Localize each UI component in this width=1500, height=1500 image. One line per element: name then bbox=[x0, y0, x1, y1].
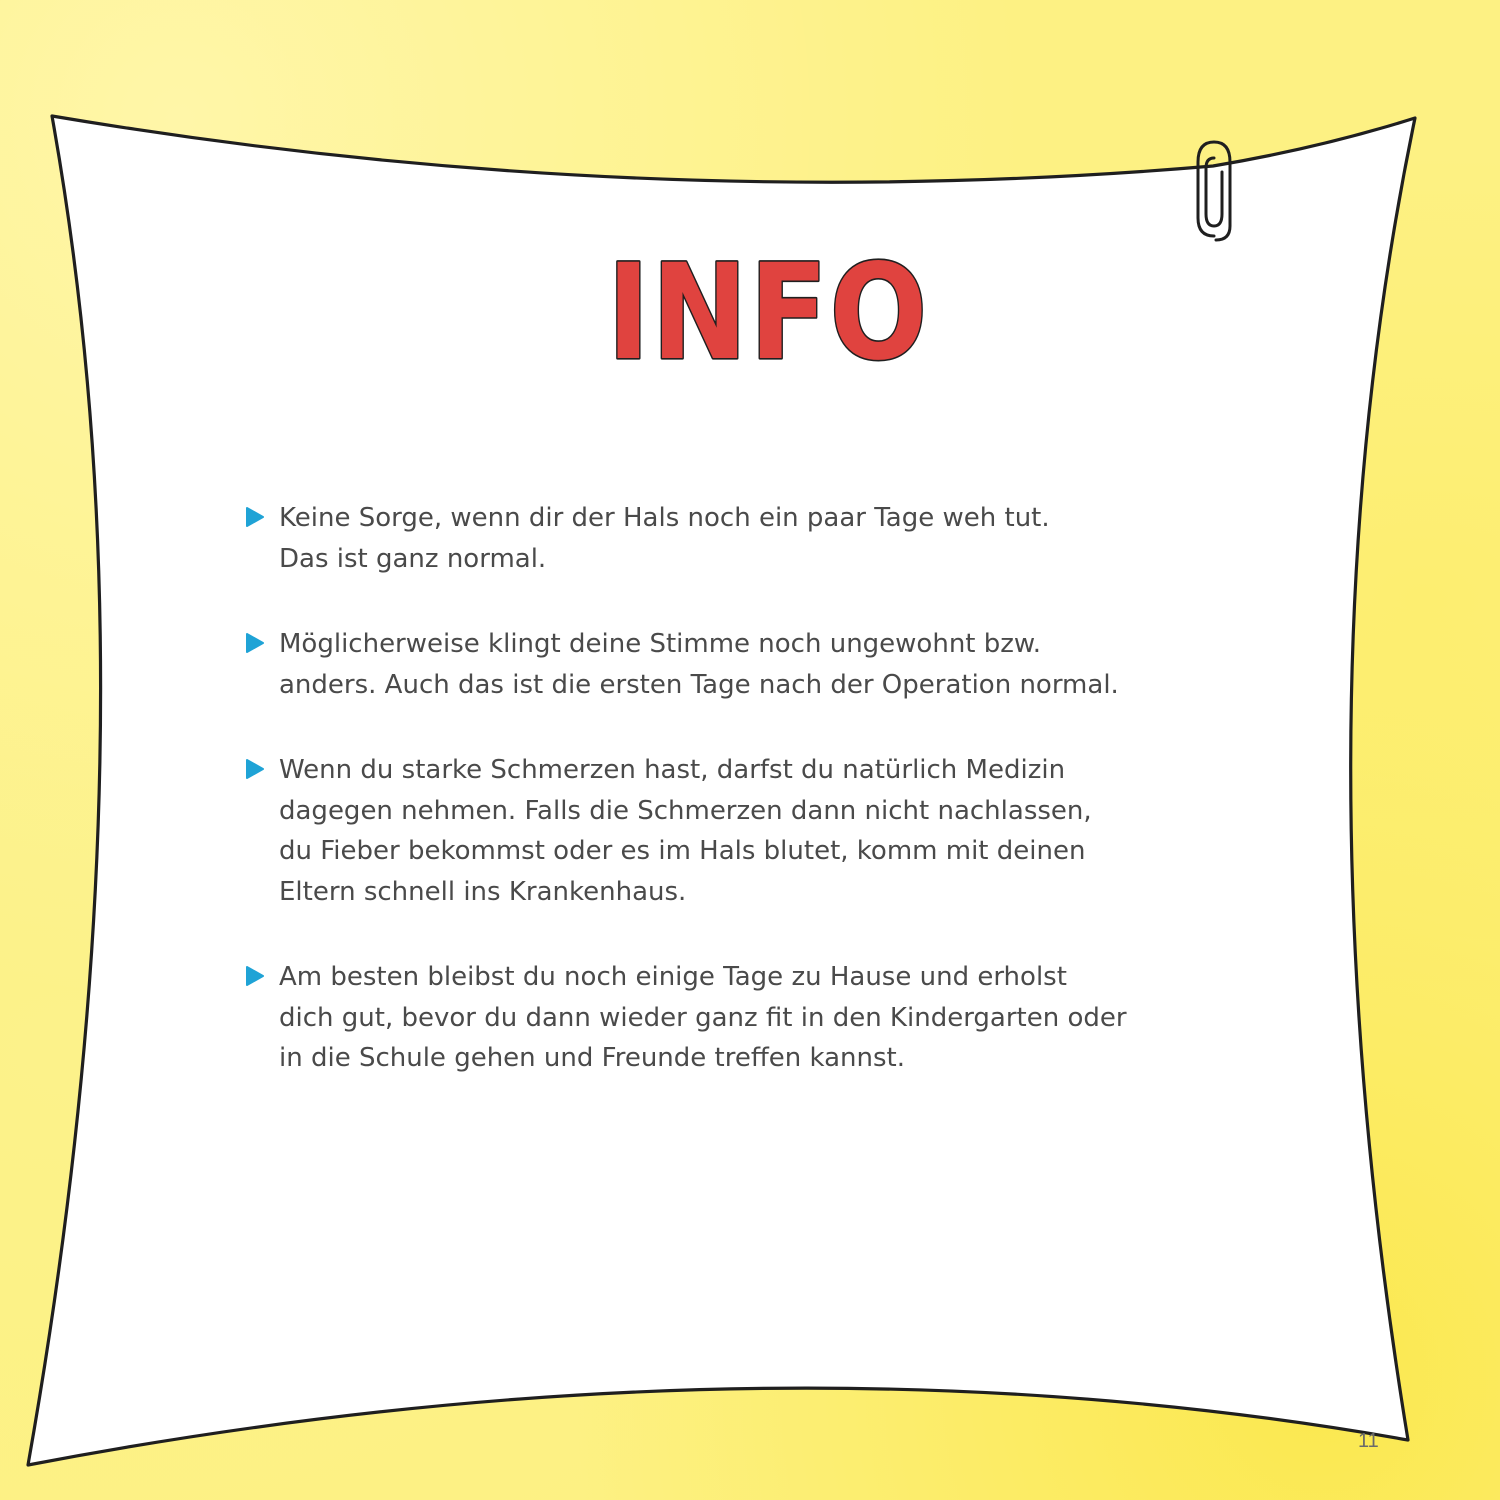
info-item-line: Wenn du starke Schmerzen hast, darfst du natürlich Medizin bbox=[279, 755, 1066, 785]
triangle-bullet-icon bbox=[244, 758, 266, 780]
triangle-bullet-icon bbox=[244, 965, 266, 987]
info-item bbox=[244, 498, 1224, 579]
info-heading bbox=[600, 240, 940, 370]
info-item-line: du Fieber bekommst oder es im Hals blutet, komm mit deinen bbox=[279, 836, 1086, 866]
info-item-line: in die Schule gehen und Freunde treffen kannst. bbox=[279, 1043, 905, 1073]
info-item-line: Möglicherweise klingt deine Stimme noch ungewohnt bzw. bbox=[279, 629, 1042, 659]
info-item-line: Eltern schnell ins Krankenhaus. bbox=[279, 876, 687, 907]
info-item-line: dagegen nehmen. Falls die Schmerzen dann nicht nachlassen, bbox=[279, 795, 1092, 826]
page-number: 11 bbox=[1358, 1430, 1379, 1452]
info-item-line: Am besten bleibst du noch einige Tage zu Hause und erholst bbox=[279, 962, 1067, 992]
info-item-line: dich gut, bevor du dann wieder ganz fit in den Kindergarten oder bbox=[279, 1002, 1127, 1033]
info-item-line: anders. Auch das ist die ersten Tage nach der Operation normal. bbox=[279, 669, 1119, 700]
info-item bbox=[244, 957, 1224, 1079]
triangle-bullet-icon bbox=[244, 506, 266, 528]
info-item bbox=[244, 750, 1224, 912]
info-item-line: Das ist ganz normal. bbox=[279, 543, 547, 574]
triangle-bullet-icon bbox=[244, 632, 266, 654]
info-list bbox=[244, 498, 1224, 1124]
info-heading-text: INFO bbox=[607, 240, 929, 370]
info-item-line: Keine Sorge, wenn dir der Hals noch ein paar Tage weh tut. bbox=[279, 503, 1050, 533]
info-item bbox=[244, 624, 1224, 705]
